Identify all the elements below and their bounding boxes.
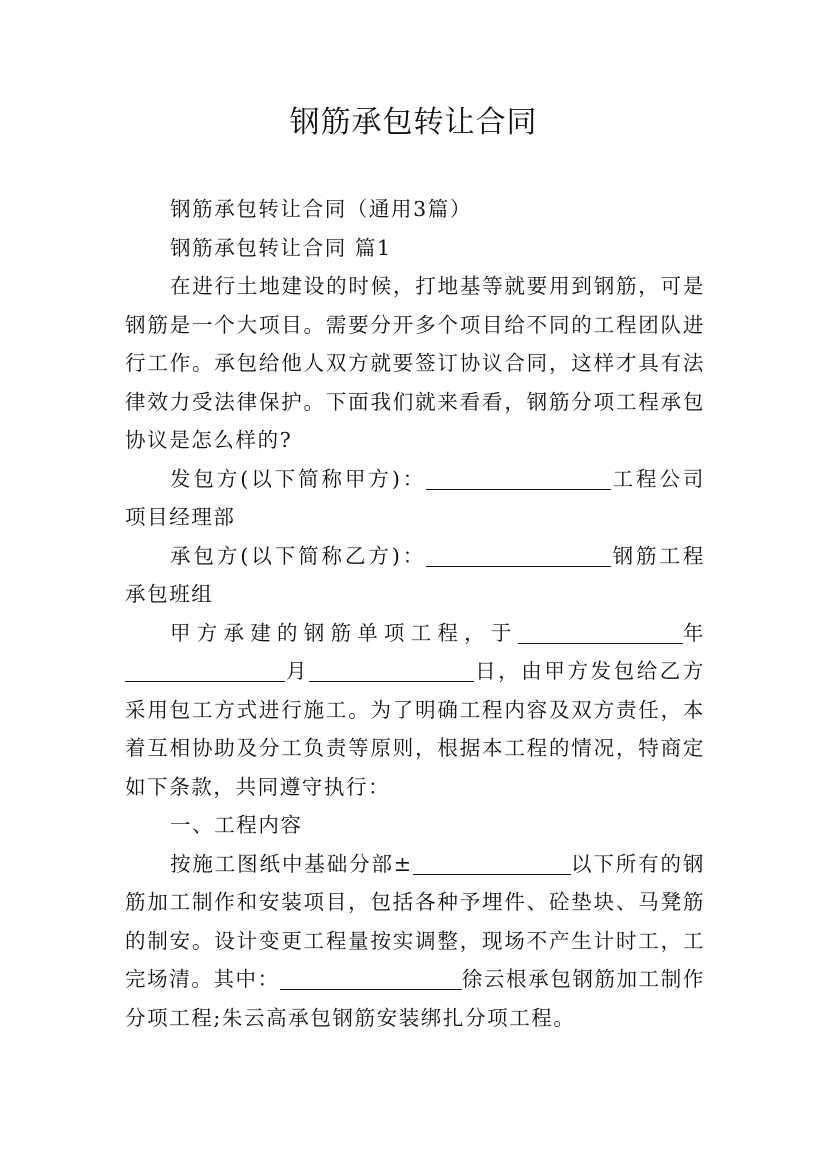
year-label: 年: [682, 620, 705, 645]
party-a-label: 发包方(以下简称甲方)：: [170, 466, 427, 491]
content-body: 以下所有的钢筋加工制作和安装项目，包括各种予埋件、砼垫块、马凳筋的制安。设计变更工程量按实调整，现场不产生计时工，工完场清。其中：: [125, 851, 705, 991]
month-prefix-blank: [125, 659, 285, 682]
document-title: 钢筋承包转让合同: [289, 105, 538, 140]
subtitle: 钢筋承包转让合同（通用3篇）: [170, 197, 472, 221]
party-b-paragraph: [125, 537, 705, 614]
heading-one: 一、工程内容: [170, 813, 303, 837]
terms-paragraph: [125, 614, 705, 807]
intro-paragraph: 在进行土地建设的时候，打地基等就要用到钢筋，可是钢筋是一个大项目。需要分开多个项目给不同的工程团队进行工作。承包给他人双方就要签订协议合同，这样才具有法律效力受法律保护。下面我们就来看看，钢筋分项工程承包协议是怎么样的?: [125, 274, 705, 452]
day-blank: [309, 659, 474, 682]
elevation-blank: [413, 852, 571, 875]
section-heading: 钢筋承包转让合同 篇1: [170, 235, 392, 260]
content-tail: 徐云根承包钢筋加工制作分项工程;朱云高承包钢筋安装绑扎分项工程。: [125, 967, 705, 1030]
party-a-paragraph: [125, 460, 705, 537]
terms-body: 日，由甲方发包给乙方采用包工方式进行施工。为了明确工程内容及双方责任，本着互相协助及分工负责等原则，根据本工程的情况，特商定如下条款，共同遵守执行：: [125, 659, 706, 799]
party-a-blank: [426, 467, 611, 490]
month-label: 月: [285, 659, 310, 683]
party-a-suffix: 工程公司项目经理部: [125, 466, 705, 529]
terms-intro: 甲方承建的钢筋单项工程，于: [170, 620, 518, 645]
party-b-suffix: 钢筋工程承包班组: [125, 543, 705, 606]
party-b-label: 承包方(以下简称乙方)：: [170, 543, 427, 568]
content-intro: 按施工图纸中基础分部±: [170, 851, 413, 876]
party-b-blank: [426, 544, 611, 567]
content-paragraph: [125, 845, 705, 1038]
contractor-blank: [280, 967, 462, 990]
year-blank: [518, 621, 683, 644]
document-body: [125, 190, 705, 1037]
